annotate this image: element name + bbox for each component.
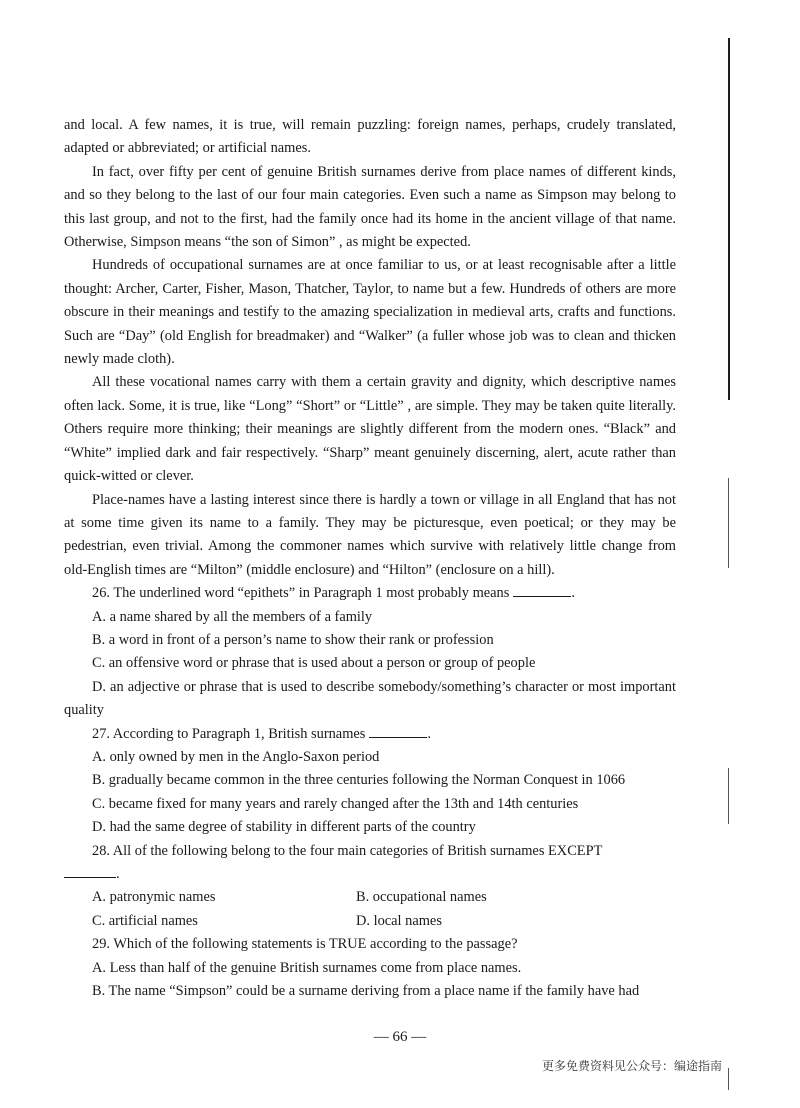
- option: A. Less than half of the genuine British surnames come from place names.: [92, 959, 522, 976]
- passage-paragraph: In fact, over fifty per cent of genuine British surnames derive from place names of different kinds, and so they belong to the last of our four main categories. Even such a name as Simpson may belong to this last group, and not to the first, had the family once had its home in the ancient village of that name. Otherwise, Simpson means “the son of Simon” , as might be expected.: [64, 163, 676, 251]
- option: C. became fixed for many years and rarely changed after the 13th and 14th centuries: [92, 795, 579, 812]
- question-stem: 27. According to Paragraph 1, British surnames: [92, 725, 366, 742]
- binding-mark: [728, 768, 729, 824]
- passage-paragraph: Place-names have a lasting interest since there is hardly a town or village in all England that has not at some time given its name to a family. They may be picturesque, even poetical; or they may be pedestrian, even trivial. Among the commoner names which survive with relatively little change from old-English times are “Milton” (middle enclosure) and “Hilton” (enclosure on a hill).: [64, 491, 676, 578]
- option: B. occupational names: [356, 889, 487, 906]
- page-number: — 66 —: [373, 1029, 427, 1045]
- option: C. an offensive word or phrase that is used about a person or group of people: [92, 655, 536, 672]
- answer-blank: [64, 863, 116, 878]
- question-29: 29. Which of the following statements is TRUE according to the passage?: [92, 936, 518, 953]
- option: A. patronymic names: [92, 889, 216, 906]
- passage-paragraph: and local. A few names, it is true, will remain puzzling: foreign names, perhaps, crudely translated, adapted or abbreviated; or artificial names.: [64, 117, 676, 157]
- passage-paragraph: All these vocational names carry with them a certain gravity and dignity, which descriptive names often lack. Some, it is true, like “Long” “Short” or “Little” , are simple. They may be taken quite literally. Others require more thinking; their meanings are slightly different from the modern ones. “Black” and “White” implied dark and fair respectively. “Sharp” meant genuinely discerning, alert, acute rather than quick-witted or clever.: [64, 374, 676, 485]
- question-27: 27. According to Paragraph 1, British surnames .: [64, 723, 676, 746]
- option-row: [64, 910, 676, 933]
- option: A. only owned by men in the Anglo-Saxon period: [92, 748, 380, 765]
- passage-paragraph: Hundreds of occupational surnames are at once familiar to us, or at least recognisable after a little thought: Archer, Carter, Fisher, Mason, Thatcher, Taylor, to name but a few. Hundreds of others are more obscure in their meanings and testify to the amazing specialization in medieval arts, crafts and functions. Such are “Day” (old English for breadmaker) and “Walker” (a fuller whose job was to clean and thicken newly made cloth).: [64, 257, 676, 368]
- option: B. gradually became common in the three centuries following the Norman Conquest in 1066: [92, 772, 626, 789]
- option: D. an adjective or phrase that is used to describe somebody/something’s character or most important quality: [64, 678, 676, 719]
- option: B. a word in front of a person’s name to show their rank or profession: [92, 631, 494, 648]
- question-28-blank: .: [64, 863, 676, 886]
- promo-text: 更多免费资料见公众号：编途指南: [541, 1059, 722, 1073]
- answer-blank: [369, 723, 427, 738]
- binding-mark: [728, 38, 730, 400]
- option: D. local names: [356, 912, 442, 929]
- question-26: 26. The underlined word “epithets” in Paragraph 1 most probably means .: [64, 582, 676, 605]
- option: D. had the same degree of stability in different parts of the country: [92, 819, 476, 836]
- option: B. The name “Simpson” could be a surname deriving from a place name if the family have had: [92, 983, 640, 1000]
- page-content: [64, 114, 676, 1003]
- option: C. artificial names: [92, 912, 198, 929]
- option-row: [64, 886, 676, 909]
- binding-mark: [728, 478, 729, 568]
- binding-mark: [728, 1068, 729, 1090]
- question-stem: 26. The underlined word “epithets” in Paragraph 1 most probably means: [92, 585, 510, 602]
- option: A. a name shared by all the members of a family: [92, 608, 373, 625]
- question-28: 28. All of the following belong to the four main categories of British surnames EXCEPT: [92, 842, 603, 859]
- answer-blank: [513, 582, 571, 597]
